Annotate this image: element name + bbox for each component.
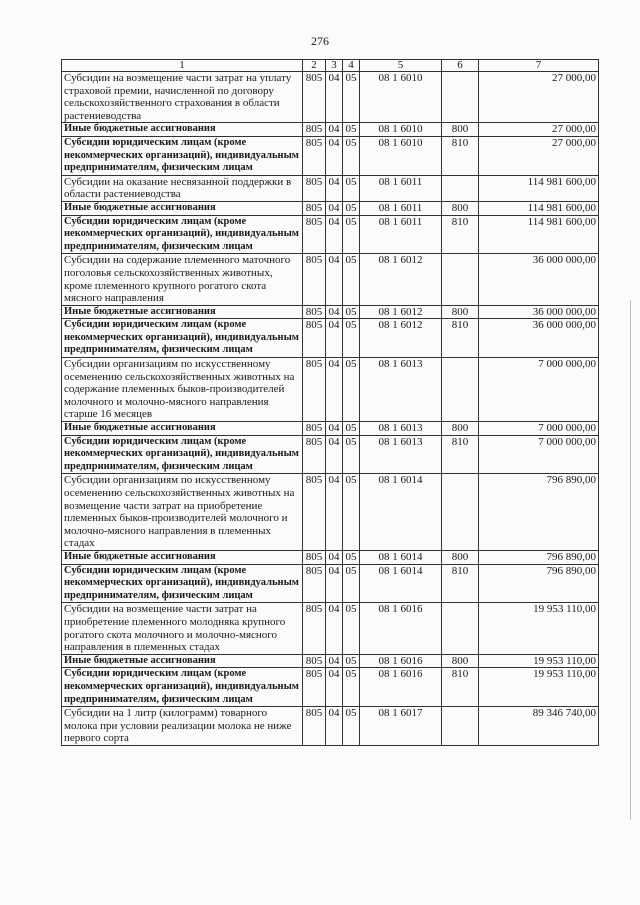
target-article-cell: 08 1 6012 [360,254,442,305]
subsection-code-cell: 05 [343,136,360,175]
target-article-cell: 08 1 6016 [360,654,442,668]
table-row [62,474,599,551]
subsection-code-cell: 05 [343,254,360,305]
amount-cell: 36 000 000,00 [479,319,599,358]
expense-type-cell: 810 [442,668,479,707]
section-code-cell: 04 [326,707,343,746]
subsection-code-cell: 05 [343,358,360,422]
section-code-cell: 04 [326,550,343,564]
gr-code-cell: 805 [303,550,326,564]
gr-code-cell: 805 [303,215,326,254]
target-article-cell: 08 1 6014 [360,564,442,603]
amount-cell: 7 000 000,00 [479,435,599,474]
header-col-5: 5 [360,60,442,72]
section-code-cell: 04 [326,175,343,201]
section-code-cell: 04 [326,201,343,215]
section-code-cell: 04 [326,603,343,654]
gr-code-cell: 805 [303,707,326,746]
row-name-cell: Субсидии организациям по искусственному осеменению сельскохозяйственных животных на содержание племенных быков-производителей молочного и молочно-мясного направления старше 16 месяцев [62,358,303,422]
table-header [62,60,599,72]
target-article-cell: 08 1 6014 [360,550,442,564]
expense-type-cell: 810 [442,435,479,474]
row-name-cell: Субсидии юридическим лицам (кроме некоммерческих организаций), индивидуальным предпринимателям, физическим лицам [62,435,303,474]
table-row [62,319,599,358]
expense-type-cell: 810 [442,319,479,358]
target-article-cell: 08 1 6011 [360,201,442,215]
table-row [62,603,599,654]
target-article-cell: 08 1 6010 [360,123,442,137]
header-col-1: 1 [62,60,303,72]
target-article-cell: 08 1 6012 [360,305,442,319]
gr-code-cell: 805 [303,136,326,175]
section-code-cell: 04 [326,319,343,358]
target-article-cell: 08 1 6010 [360,136,442,175]
amount-cell: 36 000 000,00 [479,254,599,305]
section-code-cell: 04 [326,668,343,707]
target-article-cell: 08 1 6011 [360,175,442,201]
target-article-cell: 08 1 6017 [360,707,442,746]
header-col-6: 6 [442,60,479,72]
row-name-cell: Субсидии организациям по искусственному осеменению сельскохозяйственных животных на возмещение части затрат на приобретение племенных быков-производителей молочного и молочно-мясного направления в племенных стадах [62,474,303,551]
gr-code-cell: 805 [303,72,326,123]
section-code-cell: 04 [326,474,343,551]
target-article-cell: 08 1 6010 [360,72,442,123]
subsection-code-cell: 05 [343,201,360,215]
row-name-cell: Субсидии юридическим лицам (кроме некоммерческих организаций), индивидуальным предпринимателям, физическим лицам [62,136,303,175]
row-name-cell: Субсидии юридическим лицам (кроме некоммерческих организаций), индивидуальным предпринимателям, физическим лицам [62,215,303,254]
gr-code-cell: 805 [303,422,326,436]
gr-code-cell: 805 [303,254,326,305]
table-row [62,435,599,474]
amount-cell: 27 000,00 [479,123,599,137]
target-article-cell: 08 1 6013 [360,422,442,436]
amount-cell: 796 890,00 [479,564,599,603]
row-name-cell: Субсидии юридическим лицам (кроме некоммерческих организаций), индивидуальным предпринимателям, физическим лицам [62,319,303,358]
target-article-cell: 08 1 6016 [360,603,442,654]
row-name-cell: Иные бюджетные ассигнования [62,201,303,215]
expense-type-cell: 810 [442,215,479,254]
row-name-cell: Иные бюджетные ассигнования [62,654,303,668]
section-code-cell: 04 [326,215,343,254]
table-row [62,175,599,201]
row-name-cell: Субсидии юридическим лицам (кроме некоммерческих организаций), индивидуальным предпринимателям, физическим лицам [62,564,303,603]
amount-cell: 114 981 600,00 [479,175,599,201]
expense-type-cell: 800 [442,305,479,319]
table-row [62,422,599,436]
target-article-cell: 08 1 6013 [360,435,442,474]
subsection-code-cell: 05 [343,550,360,564]
header-col-4: 4 [343,60,360,72]
header-col-7: 7 [479,60,599,72]
subsection-code-cell: 05 [343,215,360,254]
table-row [62,358,599,422]
expense-type-cell: 810 [442,136,479,175]
row-name-cell: Субсидии на 1 литр (килограмм) товарного молока при условии реализации молока не ниже первого сорта [62,707,303,746]
amount-cell: 7 000 000,00 [479,358,599,422]
table-row [62,564,599,603]
budget-table [61,59,599,746]
section-code-cell: 04 [326,123,343,137]
subsection-code-cell: 05 [343,175,360,201]
subsection-code-cell: 05 [343,319,360,358]
gr-code-cell: 805 [303,474,326,551]
row-name-cell: Иные бюджетные ассигнования [62,305,303,319]
subsection-code-cell: 05 [343,654,360,668]
header-row [62,60,599,72]
expense-type-cell [442,707,479,746]
gr-code-cell: 805 [303,603,326,654]
gr-code-cell: 805 [303,358,326,422]
subsection-code-cell: 05 [343,474,360,551]
table-row [62,550,599,564]
subsection-code-cell: 05 [343,603,360,654]
expense-type-cell [442,474,479,551]
header-col-2: 2 [303,60,326,72]
gr-code-cell: 805 [303,319,326,358]
table-body [62,72,599,746]
table-row [62,707,599,746]
subsection-code-cell: 05 [343,668,360,707]
expense-type-cell [442,254,479,305]
section-code-cell: 04 [326,422,343,436]
gr-code-cell: 805 [303,123,326,137]
section-code-cell: 04 [326,564,343,603]
amount-cell: 36 000 000,00 [479,305,599,319]
amount-cell: 796 890,00 [479,550,599,564]
expense-type-cell [442,72,479,123]
row-name-cell: Иные бюджетные ассигнования [62,422,303,436]
amount-cell: 114 981 600,00 [479,215,599,254]
table-row [62,254,599,305]
amount-cell: 27 000,00 [479,72,599,123]
gr-code-cell: 805 [303,654,326,668]
row-name-cell: Иные бюджетные ассигнования [62,550,303,564]
row-name-cell: Субсидии юридическим лицам (кроме некоммерческих организаций), индивидуальным предпринимателям, физическим лицам [62,668,303,707]
expense-type-cell: 800 [442,422,479,436]
amount-cell: 19 953 110,00 [479,654,599,668]
row-name-cell: Субсидии на возмещение части затрат на уплату страховой премии, начисленной по договору сельскохозяйственного страхования в области растениеводства [62,72,303,123]
table-row [62,136,599,175]
gr-code-cell: 805 [303,435,326,474]
expense-type-cell [442,175,479,201]
gr-code-cell: 805 [303,564,326,603]
scan-edge-line [630,300,631,820]
expense-type-cell: 800 [442,123,479,137]
section-code-cell: 04 [326,654,343,668]
gr-code-cell: 805 [303,668,326,707]
table-row [62,123,599,137]
target-article-cell: 08 1 6016 [360,668,442,707]
gr-code-cell: 805 [303,175,326,201]
header-col-3: 3 [326,60,343,72]
amount-cell: 89 346 740,00 [479,707,599,746]
expense-type-cell: 800 [442,654,479,668]
row-name-cell: Субсидии на оказание несвязанной поддержки в области растениеводства [62,175,303,201]
row-name-cell: Иные бюджетные ассигнования [62,123,303,137]
target-article-cell: 08 1 6011 [360,215,442,254]
table-row [62,215,599,254]
table-row [62,305,599,319]
amount-cell: 27 000,00 [479,136,599,175]
subsection-code-cell: 05 [343,435,360,474]
target-article-cell: 08 1 6013 [360,358,442,422]
section-code-cell: 04 [326,358,343,422]
gr-code-cell: 805 [303,201,326,215]
section-code-cell: 04 [326,254,343,305]
row-name-cell: Субсидии на содержание племенного маточного поголовья сельскохозяйственных животных, кроме племенного крупного рогатого скота мясного направления [62,254,303,305]
subsection-code-cell: 05 [343,123,360,137]
table-row [62,654,599,668]
expense-type-cell [442,603,479,654]
section-code-cell: 04 [326,136,343,175]
subsection-code-cell: 05 [343,72,360,123]
target-article-cell: 08 1 6014 [360,474,442,551]
expense-type-cell [442,358,479,422]
subsection-code-cell: 05 [343,707,360,746]
table-row [62,72,599,123]
table-row [62,201,599,215]
expense-type-cell: 800 [442,550,479,564]
amount-cell: 7 000 000,00 [479,422,599,436]
row-name-cell: Субсидии на возмещение части затрат на приобретение племенного молодняка крупного рогатого скота молочного и молочно-мясного направления в племенных стадах [62,603,303,654]
section-code-cell: 04 [326,72,343,123]
page-number: 276 [311,34,329,48]
amount-cell: 19 953 110,00 [479,603,599,654]
amount-cell: 19 953 110,00 [479,668,599,707]
subsection-code-cell: 05 [343,305,360,319]
table-row [62,668,599,707]
amount-cell: 114 981 600,00 [479,201,599,215]
target-article-cell: 08 1 6012 [360,319,442,358]
subsection-code-cell: 05 [343,564,360,603]
amount-cell: 796 890,00 [479,474,599,551]
gr-code-cell: 805 [303,305,326,319]
subsection-code-cell: 05 [343,422,360,436]
section-code-cell: 04 [326,305,343,319]
expense-type-cell: 810 [442,564,479,603]
section-code-cell: 04 [326,435,343,474]
expense-type-cell: 800 [442,201,479,215]
